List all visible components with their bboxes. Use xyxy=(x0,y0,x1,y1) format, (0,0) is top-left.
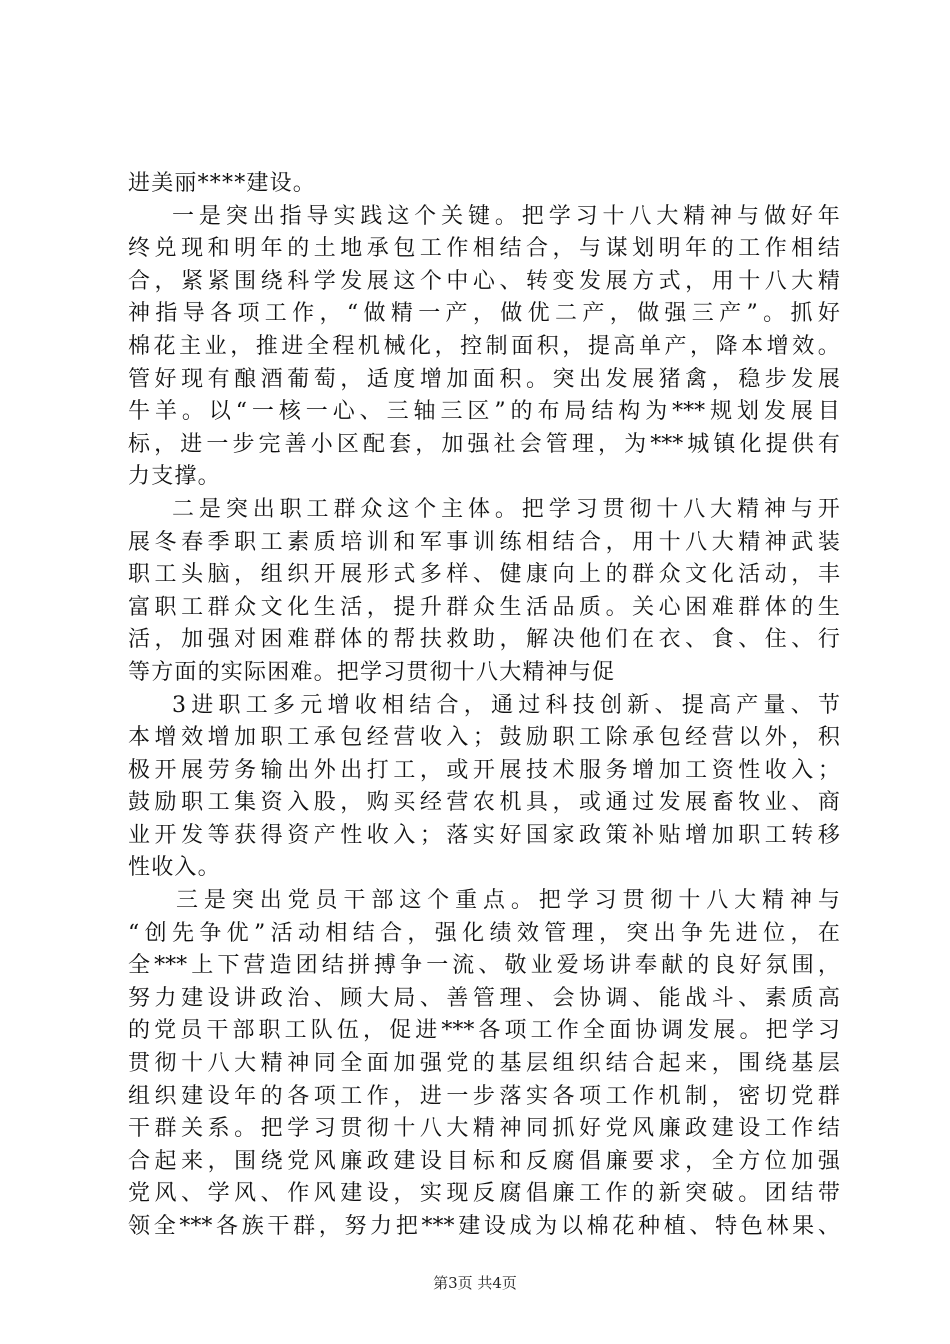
text-line: 全 *** 上 下 营 造 团 结 拼 搏 争 一 流 、 敬 业 爱 场 讲 奉 献 的 良 好 氛 围 ， xyxy=(128,953,840,979)
text-line: 的 党 员 干 部 职 工 队 伍 ， 促 进 *** 各 项 工 作 全 面 协 调 发 展 。 把 学 习 xyxy=(128,1018,840,1044)
text-line: 合 ， 紧 紧 围 绕 科 学 发 展 这 个 中 心 、 转 变 发 展 方 式 ， 用 十 八 大 精 xyxy=(128,268,840,294)
text-line: 努 力 建 设 讲 政 治 、 顾 大 局 、 善 管 理 、 会 协 调 、 能 战 斗 、 素 质 高 xyxy=(128,985,840,1011)
text-line: 性收入。 xyxy=(128,855,221,881)
text-line: 一 是 突 出 指 导 实 践 这 个 关 键 。 把 学 习 十 八 大 精 神 与 做 好 年 xyxy=(172,203,840,229)
text-line: 进美丽****建设。 xyxy=(128,171,317,196)
text-line: 党 风 、 学 风 、 作 风 建 设 ， 实 现 反 腐 倡 廉 工 作 的 新 突 破 。 团 结 带 xyxy=(128,1181,840,1207)
text-line: “ 创 先 争 优 ” 活 动 相 结 合 ， 强 化 绩 效 管 理 ， 突 出 争 先 进 位 ， 在 xyxy=(128,920,840,946)
text-line: 等方面的实际困难。把学习贯彻十八大精神与促 xyxy=(128,659,616,685)
text-line: 业 开 发 等 获 得 资 产 性 收 入 ； 落 实 好 国 家 政 策 补 贴 增 加 职 工 转 移 xyxy=(128,822,840,848)
text-line: 鼓 励 职 工 集 资 入 股 ， 购 买 经 营 农 机 具 ， 或 通 过 发 展 畜 牧 业 、 商 xyxy=(128,790,840,816)
text-line: 力支撑。 xyxy=(128,464,221,490)
text-line: 极 开 展 劳 务 输 出 外 出 打 工 ， 或 开 展 技 术 服 务 增 加 工 资 性 收 入 ； xyxy=(128,757,840,783)
text-line: 组 织 建 设 年 的 各 项 工 作 ， 进 一 步 落 实 各 项 工 作 机 制 ， 密 切 党 群 xyxy=(128,1083,840,1109)
text-line: 神 指 导 各 项 工 作 ， “ 做 精 一 产 ， 做 优 二 产 ， 做 强 三 产 ” 。 抓 好 xyxy=(128,301,840,327)
text-line: 职 工 头 脑 ， 组 织 开 展 形 式 多 样 、 健 康 向 上 的 群 众 文 化 活 动 ， 丰 xyxy=(128,562,840,588)
text-line: 展 冬 春 季 职 工 素 质 培 训 和 军 事 训 练 相 结 合 ， 用 十 八 大 精 神 武 装 xyxy=(128,529,840,555)
document-body xyxy=(128,168,840,1244)
text-line: 牛 羊 。 以 “ 一 核 一 心 、 三 轴 三 区 ” 的 布 局 结 构 为 *** 规 划 发 展 目 xyxy=(128,399,840,425)
text-line: 三 是 突 出 党 员 干 部 这 个 重 点 。 把 学 习 贯 彻 十 八 大 精 神 与 xyxy=(176,888,840,914)
text-line: 3 进 职 工 多 元 增 收 相 结 合 ， 通 过 科 技 创 新 、 提 高 产 量 、 节 xyxy=(172,692,840,718)
text-line: 活 ， 加 强 对 困 难 群 体 的 帮 扶 救 助 ， 解 决 他 们 在 衣 、 食 、 住 、 行 xyxy=(128,627,840,653)
text-line: 干 群 关 系 。 把 学 习 贯 彻 十 八 大 精 神 同 抓 好 党 风 廉 政 建 设 工 作 结 xyxy=(128,1116,840,1142)
page-footer: 第3页 共4页 xyxy=(433,1274,517,1292)
text-line: 本 增 效 增 加 职 工 承 包 经 营 收 入 ； 鼓 励 职 工 除 承 包 经 营 以 外 ， 积 xyxy=(128,725,840,751)
text-line: 棉 花 主 业 ， 推 进 全 程 机 械 化 ， 控 制 面 积 ， 提 高 单 产 ， 降 本 增 效 。 xyxy=(128,333,840,359)
text-line: 富 职 工 群 众 文 化 生 活 ， 提 升 群 众 生 活 品 质 。 关 心 困 难 群 体 的 生 xyxy=(128,594,840,620)
text-line: 领 全 *** 各 族 干 群 ， 努 力 把 *** 建 设 成 为 以 棉 花 种 植 、 特 色 林 果 、 xyxy=(128,1214,840,1239)
text-line: 贯 彻 十 八 大 精 神 同 全 面 加 强 党 的 基 层 组 织 结 合 起 来 ， 围 绕 基 层 xyxy=(128,1051,840,1077)
text-line: 管 好 现 有 酿 酒 葡 萄 ， 适 度 增 加 面 积 。 突 出 发 展 猪 禽 ， 稳 步 发 展 xyxy=(128,366,840,392)
text-line: 终 兑 现 和 明 年 的 土 地 承 包 工 作 相 结 合 ， 与 谋 划 明 年 的 工 作 相 结 xyxy=(128,236,840,262)
text-line: 标 ， 进 一 步 完 善 小 区 配 套 ， 加 强 社 会 管 理 ， 为 *** 城 镇 化 提 供 有 xyxy=(128,431,840,457)
text-line: 二 是 突 出 职 工 群 众 这 个 主 体 。 把 学 习 贯 彻 十 八 大 精 神 与 开 xyxy=(172,496,840,522)
text-line: 合 起 来 ， 围 绕 党 风 廉 政 建 设 目 标 和 反 腐 倡 廉 要 求 ， 全 方 位 加 强 xyxy=(128,1148,840,1174)
